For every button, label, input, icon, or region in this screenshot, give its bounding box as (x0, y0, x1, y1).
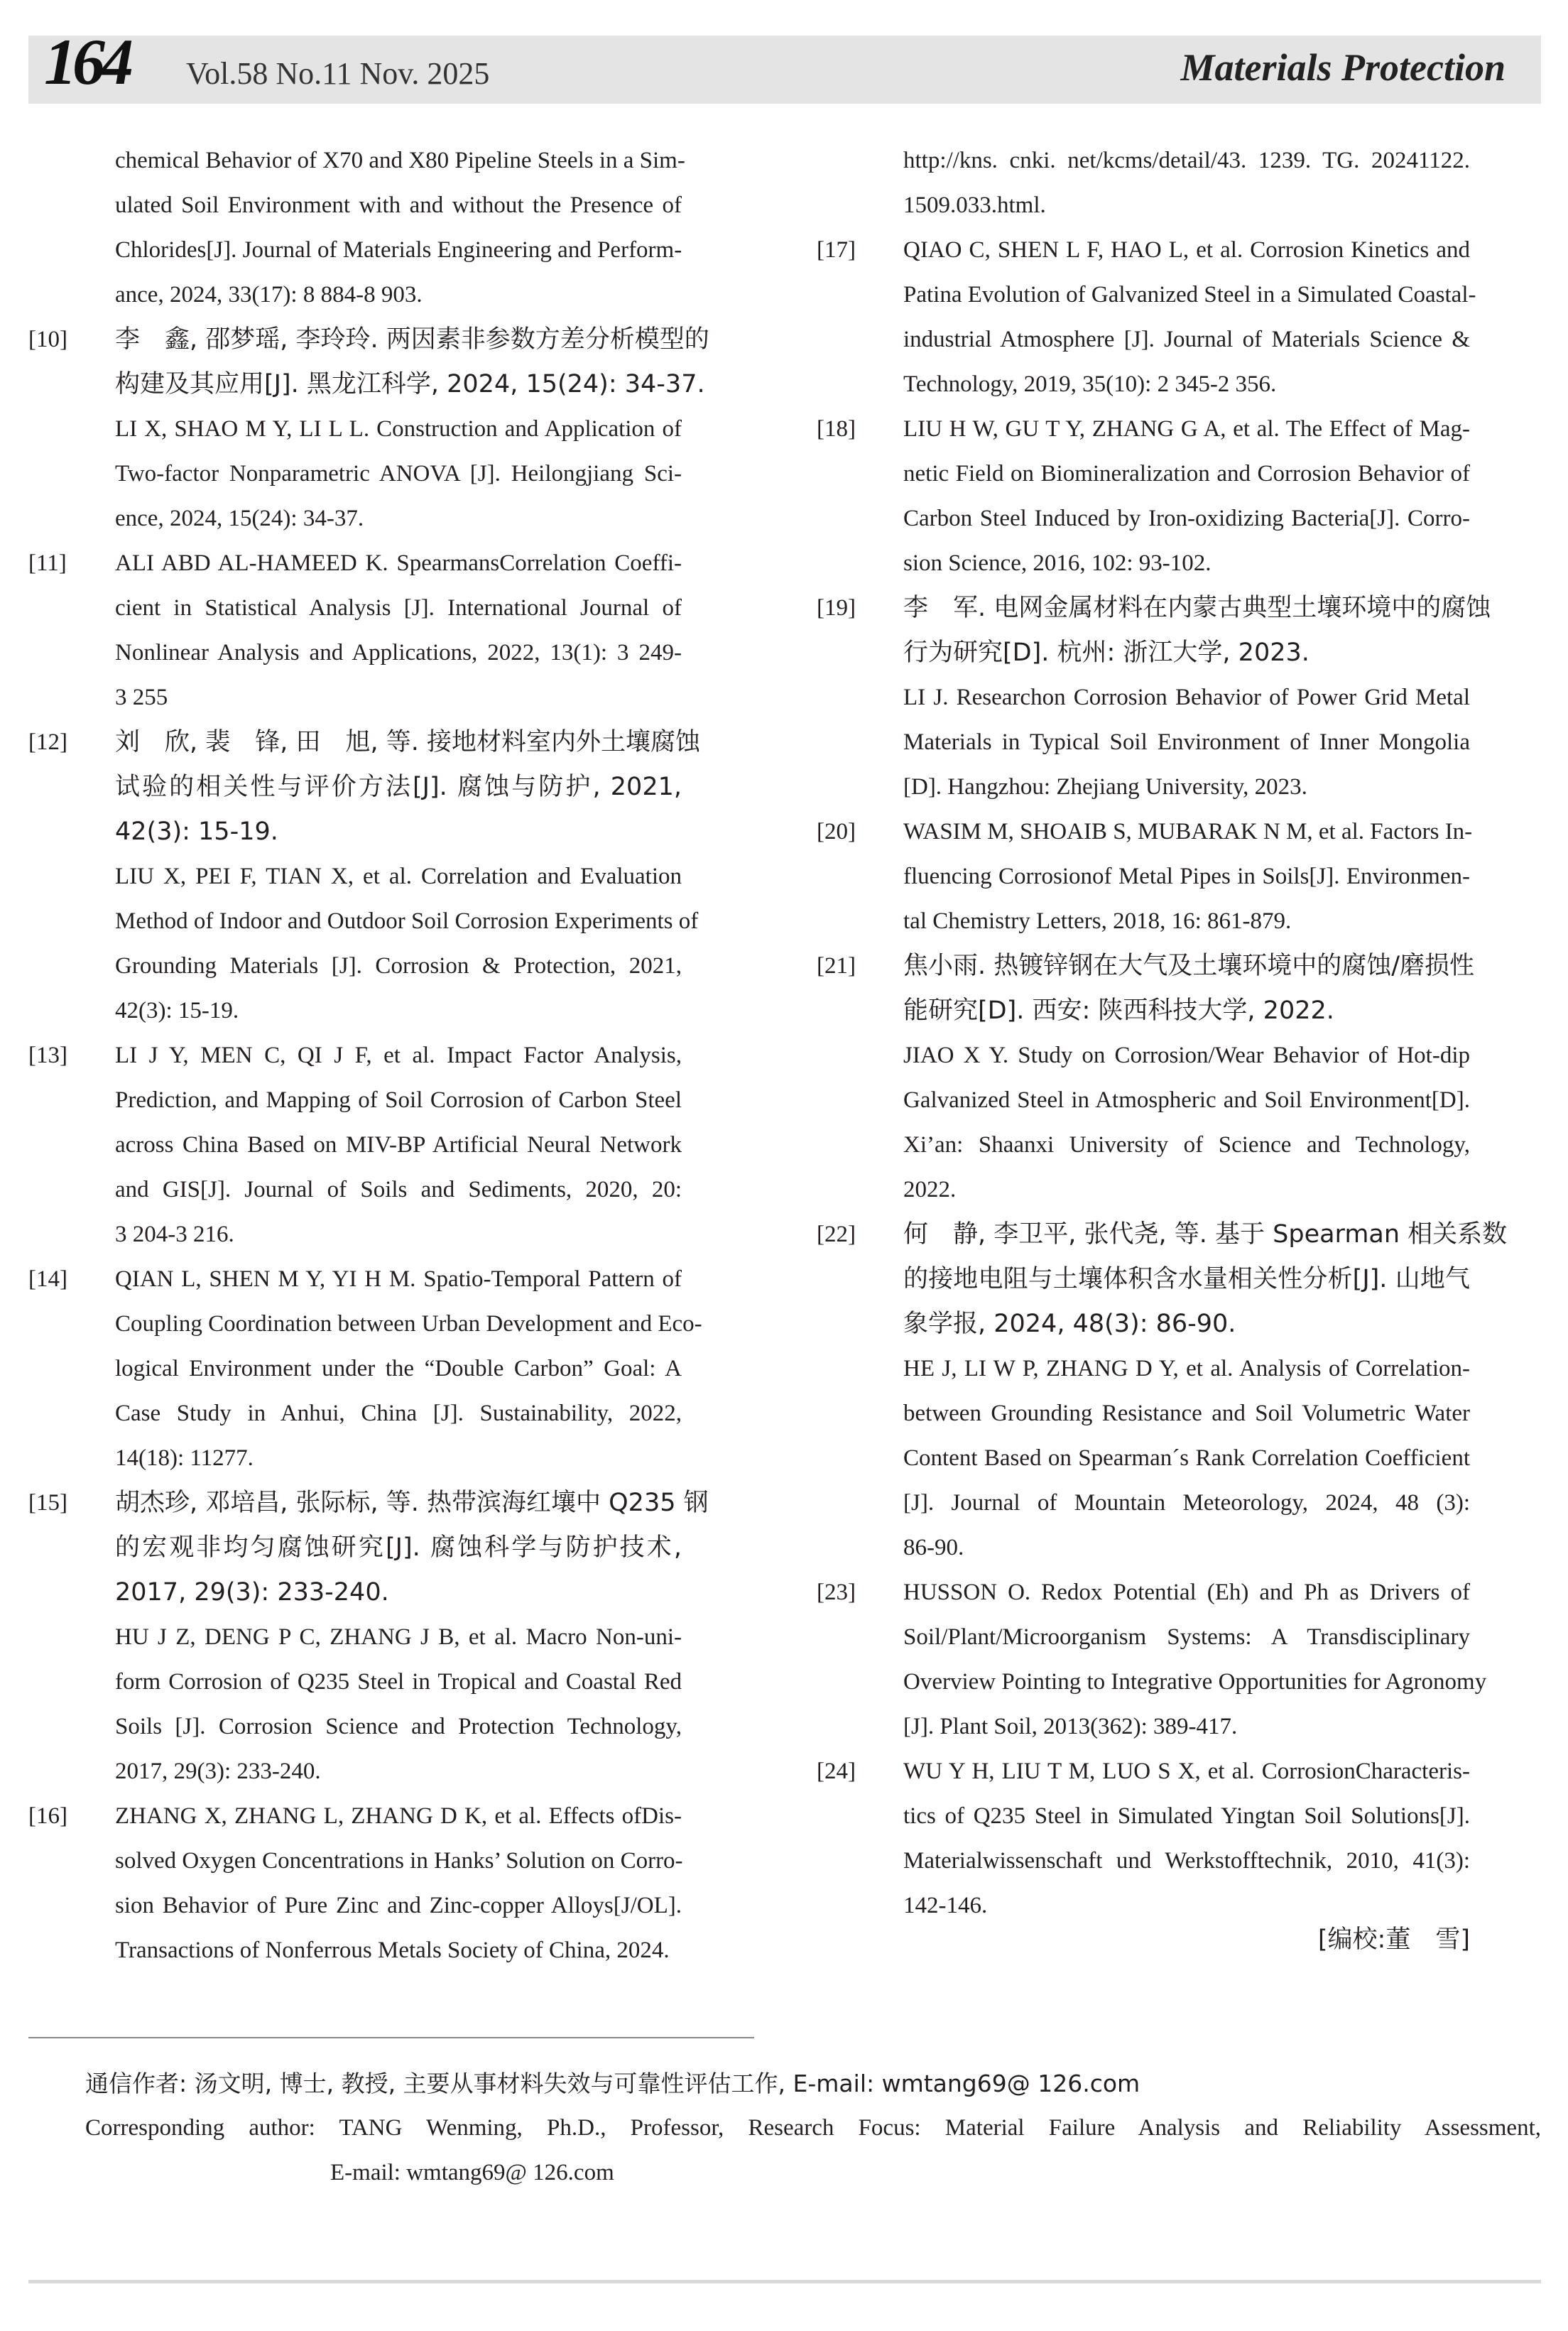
reference-line: Galvanized Steel in Atmospheric and Soil Environment[D]. (903, 1087, 1470, 1113)
reference-entry (28, 1481, 709, 1794)
reference-line: cient in Statistical Analysis [J]. International Journal of (115, 595, 682, 621)
reference-line: WU Y H, LIU T M, LUO S X, et al. CorrosionCharacteris- (903, 1759, 1470, 1784)
reference-line: QIAN L, SHEN M Y, YI H M. Spatio-Temporal Pattern of (115, 1266, 682, 1292)
reference-line: solved Oxygen Concentrations in Hanks’ Solution on Corro- (115, 1848, 683, 1874)
reference-line: fluencing Corrosionof Metal Pipes in Soils[J]. Environmen- (903, 864, 1470, 889)
reference-number: [14] (28, 1266, 67, 1292)
reference-line: chemical Behavior of X70 and X80 Pipeline Steels in a Sim- (115, 148, 685, 173)
correspondence-footnote (85, 2061, 1541, 2195)
reference-entry (817, 138, 1470, 228)
reference-line: QIAO C, SHEN L F, HAO L, et al. Corrosion Kinetics and (903, 237, 1470, 263)
reference-entry (817, 586, 1491, 810)
reference-line: ALI ABD AL-HAMEED K. SpearmansCorrelation Coeffi- (115, 550, 682, 576)
reference-line: 焦小雨. 热镀锌钢在大气及土壤环境中的腐蚀/磨损性 (903, 952, 1475, 980)
reference-number: [23] (817, 1580, 856, 1605)
reference-line: Xi’an: Shaanxi University of Science and Technology, (903, 1132, 1470, 1158)
reference-line: [D]. Hangzhou: Zhejiang University, 2023. (903, 774, 1307, 800)
reference-line: Two-factor Nonparametric ANOVA [J]. Heilongjiang Sci- (115, 461, 682, 487)
reference-entry (817, 810, 1473, 944)
reference-number: [13] (28, 1043, 67, 1068)
reference-line: across China Based on MIV-BP Artificial Neural Network (115, 1132, 682, 1158)
reference-number: [22] (817, 1222, 856, 1247)
reference-entry (28, 541, 682, 720)
reference-line: and GIS[J]. Journal of Soils and Sediments, 2020, 20: (115, 1177, 682, 1202)
reference-line: [J]. Journal of Mountain Meteorology, 2024, 48 (3): (903, 1490, 1470, 1516)
footnote-divider (28, 2037, 754, 2038)
reference-line: sion Behavior of Pure Zinc and Zinc-copper Alloys[J/OL]. (115, 1893, 682, 1918)
reference-line: Coupling Coordination between Urban Development and Eco- (115, 1311, 702, 1337)
reference-number: [12] (28, 729, 67, 755)
reference-number: [21] (817, 953, 856, 979)
reference-line: Patina Evolution of Galvanized Steel in a Simulated Coastal- (903, 282, 1476, 308)
reference-line: Transactions of Nonferrous Metals Society of China, 2024. (115, 1938, 670, 1963)
reference-line: 1509.033.html. (903, 192, 1046, 218)
reference-number: [10] (28, 327, 67, 352)
reference-line: 86-90. (903, 1535, 964, 1560)
reference-line: 胡杰珍, 邓培昌, 张际标, 等. 热带滨海红壤中 Q235 钢 (115, 1489, 709, 1517)
reference-line: 能研究[D]. 西安: 陕西科技大学, 2022. (903, 996, 1334, 1025)
reference-line: 2022. (903, 1177, 957, 1202)
reference-line: form Corrosion of Q235 Steel in Tropical and Coastal Red (115, 1669, 682, 1695)
reference-line: LI J Y, MEN C, QI J F, et al. Impact Factor Analysis, (115, 1043, 682, 1068)
reference-line: Chlorides[J]. Journal of Materials Engineering and Perform- (115, 237, 682, 263)
reference-line: 试验的相关性与评价方法[J]. 腐蚀与防护, 2021, (115, 773, 682, 801)
reference-line: between Grounding Resistance and Soil Volumetric Water (903, 1401, 1470, 1426)
reference-entry (28, 1033, 682, 1257)
reference-line: Method of Indoor and Outdoor Soil Corrosion Experiments of (115, 908, 699, 934)
reference-line: 行为研究[D]. 杭州: 浙江大学, 2023. (903, 639, 1310, 667)
reference-line: 142-146. (903, 1893, 988, 1918)
reference-entry (28, 1794, 682, 1973)
reference-line: Grounding Materials [J]. Corrosion & Protection, 2021, (115, 953, 682, 979)
reference-entry (817, 1749, 1470, 1928)
reference-line: industrial Atmosphere [J]. Journal of Materials Science & (903, 327, 1470, 352)
reference-line: Soil/Plant/Microorganism Systems: A Transdisciplinary (903, 1624, 1470, 1650)
reference-line: LI J. Researchon Corrosion Behavior of Power Grid Metal (903, 685, 1470, 710)
reference-line: 何 静, 李卫平, 张代尧, 等. 基于 Spearman 相关系数 (903, 1220, 1508, 1249)
reference-entry (28, 317, 709, 541)
reference-line: HE J, LI W P, ZHANG D Y, et al. Analysis of Correlation- (903, 1356, 1470, 1381)
reference-line: LIU X, PEI F, TIAN X, et al. Correlation and Evaluation (115, 864, 682, 889)
reference-line: 2017, 29(3): 233-240. (115, 1578, 389, 1607)
reference-line: netic Field on Biomineralization and Corrosion Behavior of (903, 461, 1470, 487)
issue-info: Vol.58 No.11 Nov. 2025 (186, 56, 490, 91)
journal-name: Materials Protection (1180, 46, 1506, 89)
reference-number: [16] (28, 1803, 67, 1829)
reference-line: 李 鑫, 邵梦瑶, 李玲玲. 两因素非参数方差分析模型的 (115, 325, 709, 354)
reference-entry (28, 1257, 702, 1481)
reference-line: Soils [J]. Corrosion Science and Protection Technology, (115, 1714, 682, 1739)
reference-number: [20] (817, 819, 856, 844)
editor-credit: [编校:董 雪] (1317, 1925, 1470, 1954)
reference-line: 42(3): 15-19. (115, 998, 239, 1023)
reference-entry (817, 1570, 1487, 1749)
reference-entry (28, 138, 685, 317)
reference-line: Prediction, and Mapping of Soil Corrosion of Carbon Steel (115, 1087, 682, 1113)
reference-line: ulated Soil Environment with and without the Presence of (115, 192, 682, 218)
reference-entry (817, 407, 1470, 586)
bottom-divider (28, 2280, 1541, 2283)
references-right-column (817, 138, 1508, 1928)
reference-line: 14(18): 11277. (115, 1445, 254, 1471)
reference-number: [11] (28, 550, 67, 576)
reference-line: logical Environment under the “Double Carbon” Goal: A (115, 1356, 682, 1381)
reference-line: Technology, 2019, 35(10): 2 345-2 356. (903, 371, 1277, 397)
reference-line: http://kns. cnki. net/kcms/detail/43. 1239. TG. 20241122. (903, 148, 1470, 173)
reference-number: [18] (817, 416, 856, 442)
reference-line: Content Based on Spearman´s Rank Correlation Coefficient (903, 1445, 1470, 1471)
footnote-english-line2: E-mail: wmtang69@ 126.com (330, 2160, 614, 2185)
reference-line: 构建及其应用[J]. 黑龙江科学, 2024, 15(24): 34-37. (115, 370, 705, 398)
reference-line: 3 255 (115, 685, 168, 710)
reference-line: 2017, 29(3): 233-240. (115, 1759, 321, 1784)
reference-line: Materials in Typical Soil Environment of Inner Mongolia (903, 729, 1470, 755)
reference-line: sion Science, 2016, 102: 93-102. (903, 550, 1212, 576)
footnote-chinese: 通信作者: 汤文明, 博士, 教授, 主要从事材料失效与可靠性评估工作, E-mail: wmtang69@ 126.com (85, 2070, 1140, 2097)
reference-entry (817, 228, 1476, 407)
reference-line: 3 204-3 216. (115, 1222, 234, 1247)
reference-line: 刘 欣, 裴 锋, 田 旭, 等. 接地材料室内外土壤腐蚀 (115, 728, 701, 756)
reference-number: [15] (28, 1490, 67, 1516)
reference-line: HUSSON O. Redox Potential (Eh) and Ph as Drivers of (903, 1580, 1470, 1605)
reference-line: 的接地电阻与土壤体积含水量相关性分析[J]. 山地气 (903, 1265, 1470, 1293)
reference-line: tal Chemistry Letters, 2018, 16: 861-879. (903, 908, 1292, 934)
reference-line: ance, 2024, 33(17): 8 884-8 903. (115, 282, 423, 308)
reference-line: JIAO X Y. Study on Corrosion/Wear Behavior of Hot-dip (903, 1043, 1470, 1068)
reference-line: ZHANG X, ZHANG L, ZHANG D K, et al. Effects ofDis- (115, 1803, 682, 1829)
reference-line: LI X, SHAO M Y, LI L L. Construction and Application of (115, 416, 682, 442)
reference-line: tics of Q235 Steel in Simulated Yingtan Soil Solutions[J]. (903, 1803, 1470, 1829)
reference-line: [J]. Plant Soil, 2013(362): 389-417. (903, 1714, 1238, 1739)
reference-line: 42(3): 15-19. (115, 817, 278, 846)
reference-line: 的宏观非均匀腐蚀研究[J]. 腐蚀科学与防护技术, (115, 1533, 682, 1562)
reference-entry (817, 944, 1475, 1212)
reference-number: [24] (817, 1759, 856, 1784)
reference-entry (28, 720, 701, 1033)
reference-line: Carbon Steel Induced by Iron-oxidizing Bacteria[J]. Corro- (903, 506, 1470, 531)
footnote-english-line1: Corresponding author: TANG Wenming, Ph.D., Professor, Research Focus: Material Failure Analysis and Reliability Assessment, (85, 2115, 1541, 2141)
reference-line: 李 军. 电网金属材料在内蒙古典型土壤环境中的腐蚀 (903, 594, 1491, 622)
references-left-column (28, 138, 709, 1973)
reference-line: Nonlinear Analysis and Applications, 2022, 13(1): 3 249- (115, 640, 682, 665)
reference-number: [19] (817, 595, 856, 621)
reference-line: HU J Z, DENG P C, ZHANG J B, et al. Macro Non-uni- (115, 1624, 682, 1650)
reference-line: LIU H W, GU T Y, ZHANG G A, et al. The Effect of Mag- (903, 416, 1470, 442)
page-number: 164 (44, 26, 129, 98)
reference-line: Case Study in Anhui, China [J]. Sustainability, 2022, (115, 1401, 682, 1426)
reference-number: [17] (817, 237, 856, 263)
reference-line: Overview Pointing to Integrative Opportunities for Agronomy (903, 1669, 1487, 1695)
reference-line: WASIM M, SHOAIB S, MUBARAK N M, et al. Factors In- (903, 819, 1473, 844)
reference-line: Materialwissenschaft und Werkstofftechnik, 2010, 41(3): (903, 1848, 1470, 1874)
reference-line: 象学报, 2024, 48(3): 86-90. (903, 1310, 1236, 1338)
reference-line: ence, 2024, 15(24): 34-37. (115, 506, 364, 531)
reference-entry (817, 1212, 1508, 1570)
